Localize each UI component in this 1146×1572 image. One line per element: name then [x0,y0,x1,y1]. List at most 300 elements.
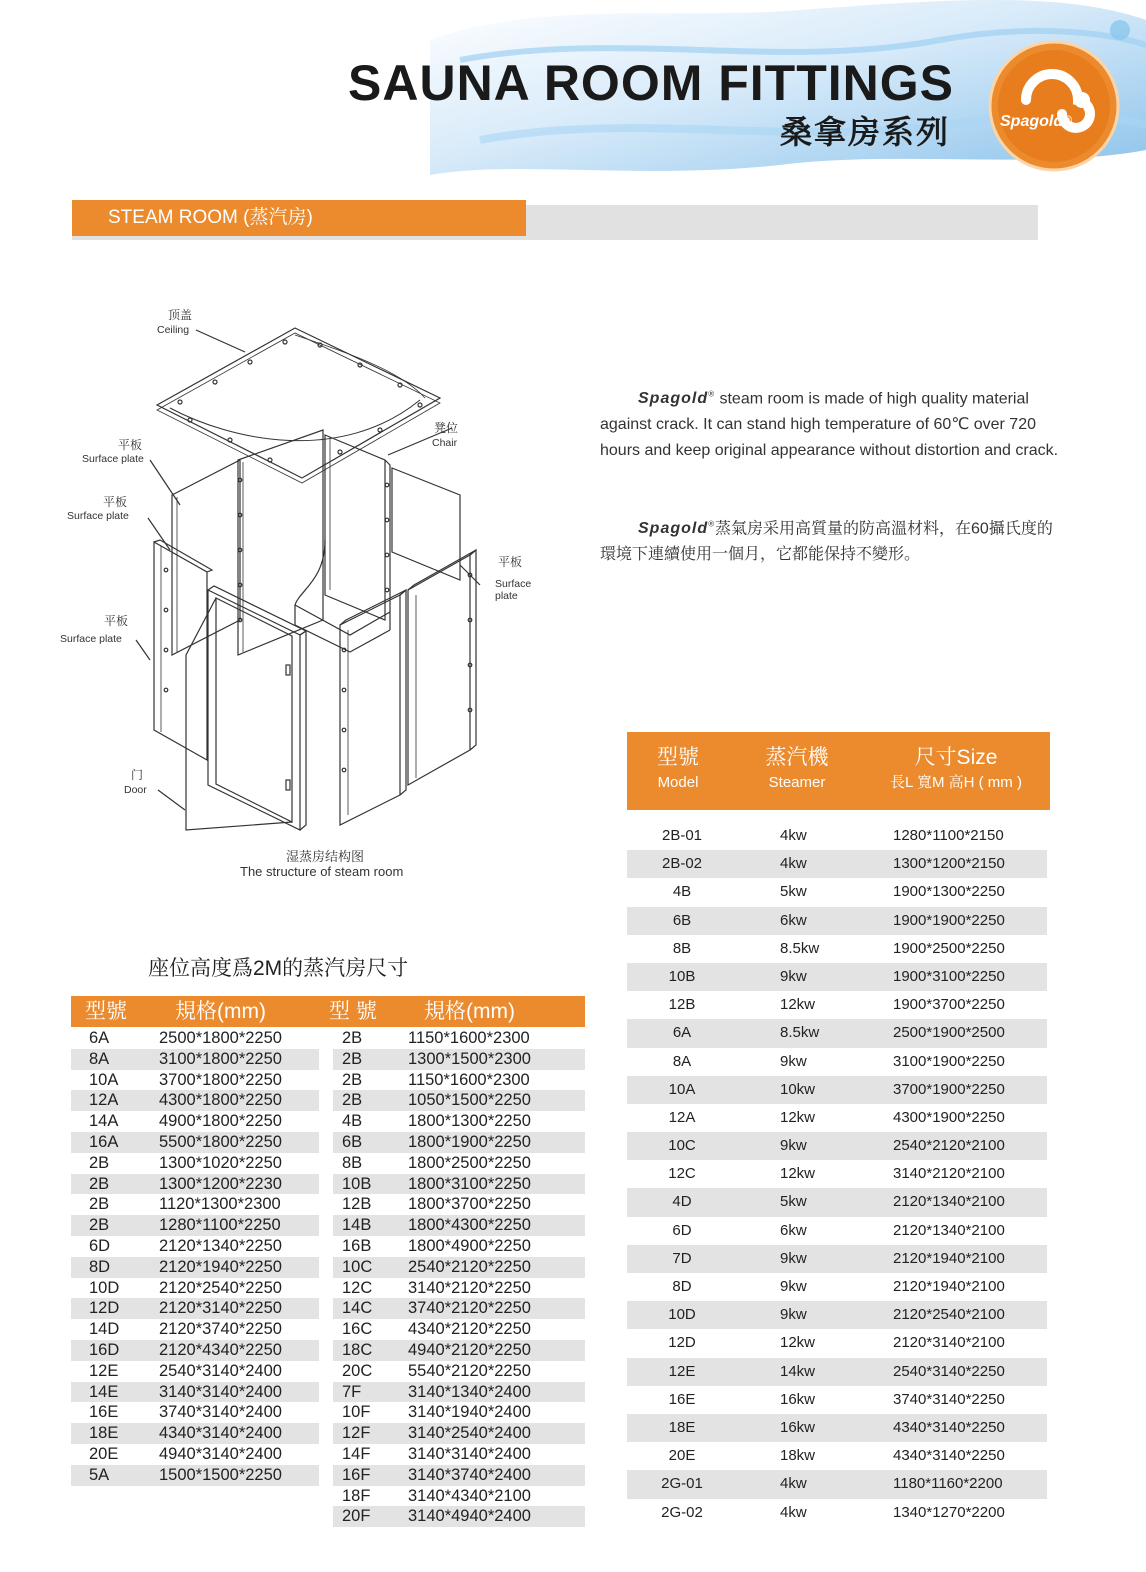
steamer-cell: 9kw [780,1137,807,1155]
model-cell: 20E [89,1444,119,1463]
spec-cell: 1150*1600*2300 [408,1070,530,1089]
model-cell: 10A [89,1070,119,1089]
model-cell: 8D [89,1257,111,1276]
label-ceiling-en: Ceiling [157,324,190,336]
model-cell: 20E [668,1447,696,1465]
model-cell: 8A [672,1052,692,1070]
spec-cell: 1800*4300*2250 [408,1216,531,1235]
size-cell: 3100*1900*2250 [893,1052,1005,1070]
model-cell: 18C [342,1340,373,1359]
spec-cell-group [71,1361,319,1382]
model-cell: 12F [342,1424,371,1443]
table-row [627,1358,1047,1386]
steamer-cell: 10kw [780,1080,816,1098]
spec-cell-group [71,1132,319,1153]
model-cell: 14F [342,1444,371,1463]
size-cell: 2120*1340*2100 [893,1193,1005,1211]
size-cell: 1180*1160*2200 [893,1475,1003,1493]
spec-cell: 2120*2540*2250 [159,1278,282,1297]
table-row [627,963,1047,991]
label-surface-plate-4-cn: 平板 [498,555,523,569]
model-cell: 2G-02 [661,1503,703,1521]
steamer-cell: 4kw [780,827,807,844]
spec-cell: 1800*1300*2250 [408,1112,531,1131]
model-cell: 10C [342,1257,373,1276]
spec-cell-group [71,1465,319,1486]
seat-height-table-title: 座位高度爲2M的蒸汽房尺寸 [148,957,409,980]
table-row [71,1194,585,1215]
model-cell: 2B [89,1195,110,1214]
model-cell: 20F [342,1507,371,1526]
table-row [71,1506,585,1527]
size-cell: 4300*1900*2250 [893,1108,1005,1126]
model-cell: 12A [89,1091,119,1110]
spec-cell-group [333,1298,585,1319]
model-cell: 6D [672,1221,692,1239]
size-cell: 1300*1200*2150 [893,855,1005,873]
table-row [71,1153,585,1174]
spec-cell-group [333,1132,585,1153]
model-cell: 6A [89,1029,110,1047]
spec-cell: 3140*3740*2400 [408,1465,531,1484]
model-cell: 16C [342,1320,373,1339]
spec-table-header [71,996,585,1027]
size-cell: 1900*1300*2250 [893,883,1005,901]
model-cell: 18E [89,1424,119,1443]
chair-panel [295,435,390,652]
spec-cell-group [333,1174,585,1195]
model-cell: 12D [89,1299,120,1318]
model-cell: 10C [668,1137,696,1155]
spec-cell: 1800*1900*2250 [408,1132,531,1151]
table-row [71,1028,585,1049]
table-row [627,907,1047,935]
spec-cell: 1800*2500*2250 [408,1153,531,1172]
brand-name: Spagold® [638,390,716,408]
header-spec-1: 規格(mm) [175,1000,266,1023]
steamer-cell: 6kw [780,911,807,929]
table-row [71,1090,585,1111]
spec-cell-group [333,1236,585,1257]
description-cn-text: 蒸氣房采用高質量的防高溫材料，在60攝氏度的環境下連續使用一個月，它都能保持不變形。 [600,520,1053,564]
size-cell: 2120*2540*2100 [893,1306,1005,1324]
spec-cell: 1300*1020*2250 [159,1153,282,1172]
table-row [627,1329,1047,1357]
model-cell: 12B [668,996,696,1014]
model-cell: 14A [89,1112,119,1131]
model-cell: 18F [342,1486,371,1505]
label-ceiling-cn: 顶盖 [168,308,193,322]
model-cell: 2G-01 [661,1475,703,1493]
table-row [627,1414,1047,1442]
header-model-cn: 型號 [657,746,699,769]
spec-cell: 3140*2540*2400 [408,1424,531,1443]
table-row [627,1188,1047,1216]
table-row [71,1236,585,1257]
model-cell: 7F [342,1382,362,1401]
spec-cell: 1300*1500*2300 [408,1049,531,1068]
spec-cell: 1800*3700*2250 [408,1195,531,1214]
size-cell: 1340*1270*2200 [893,1503,1005,1521]
table-row [71,1423,585,1444]
table-row [71,1278,585,1299]
table-row [71,1111,585,1132]
table-row [71,1174,585,1195]
spec-cell-group [71,1257,319,1278]
label-surface-plate-4-en2: plate [495,590,518,602]
description-cn [600,512,1060,568]
header-steamer-en: Steamer [768,774,826,791]
steamer-cell: 12kw [780,1108,816,1126]
spec-cell: 1150*1600*2300 [408,1029,530,1047]
spec-cell-group [71,1215,319,1236]
model-cell: 14D [89,1320,120,1339]
size-cell: 2120*1940*2100 [893,1278,1005,1295]
brand-name: Spagold® [638,520,716,538]
spec-cell-group [333,1194,585,1215]
model-cell: 6B [672,911,692,929]
surface-plate-front-right [340,590,406,825]
table-row [71,1298,585,1319]
table-row [627,1245,1047,1273]
spec-cell: 5540*2120*2250 [408,1361,531,1380]
diagram-caption-cn: 湿蒸房结构图 [286,849,365,864]
model-cell: 16F [342,1465,371,1484]
spec-cell-group [333,1090,585,1111]
spec-cell-group [71,1236,319,1257]
model-cell: 16A [89,1132,119,1151]
spec-cell: 2120*3140*2250 [159,1299,282,1318]
size-cell: 1900*1900*2250 [893,911,1005,929]
model-cell: 10B [668,967,696,985]
spec-cell: 1280*1100*2250 [159,1216,281,1235]
table-row [627,991,1047,1019]
table-row [627,1442,1047,1470]
spec-cell-group [333,1153,585,1174]
door-panel [186,586,306,830]
spec-cell: 1050*1500*2250 [408,1091,531,1110]
model-cell: 14E [89,1382,119,1401]
spec-cell: 2120*3740*2250 [159,1320,282,1339]
description-en-text: steam room is made of high quality material against crack. It can stand high temperature of 60℃ over 720 hours and keep original appearance without distortion and crack. [600,390,1059,460]
model-cell: 6D [89,1236,111,1255]
model-cell: 14C [342,1299,373,1318]
table-row [71,1340,585,1361]
steamer-cell: 6kw [780,1221,807,1239]
model-cell: 5A [89,1465,110,1484]
model-cell: 8B [672,939,692,957]
header-spec-2: 規格(mm) [424,1000,515,1023]
spec-cell-group [333,1111,585,1132]
spec-cell-group [71,1028,319,1049]
spec-cell-group [333,1465,585,1486]
spec-cell-group [333,1070,585,1091]
model-cell: 2B [342,1049,363,1068]
model-cell: 2B [342,1029,363,1047]
label-door-en: Door [124,784,147,796]
spec-cell: 2500*1800*2250 [159,1029,282,1047]
model-cell: 6B [342,1132,363,1151]
model-cell: 12D [668,1334,696,1352]
steamer-cell: 18kw [780,1447,816,1465]
model-cell: 8D [672,1278,692,1295]
table-row [71,1132,585,1153]
label-chair-cn: 凳位 [434,421,459,435]
spec-cell-group [71,1298,319,1319]
size-cell: 2540*3140*2250 [893,1362,1005,1380]
table-row [627,1160,1047,1188]
table-row [627,1076,1047,1104]
model-cell: 12E [89,1361,119,1380]
spec-cell: 3140*4340*2100 [408,1486,531,1505]
steamer-cell: 5kw [780,883,807,901]
header-size-en: 長L 寬M 高H ( mm ) [890,774,1022,791]
spec-cell: 2120*1940*2250 [159,1257,282,1276]
model-cell: 2B [89,1153,110,1172]
label-surface-plate-1-cn: 平板 [118,438,143,452]
steamer-cell: 16kw [780,1418,816,1436]
model-cell: 8B [342,1153,363,1172]
table-row [71,1486,585,1507]
model-cell: 10B [342,1174,372,1193]
steamer-cell: 14kw [780,1362,816,1380]
steamer-cell: 9kw [780,1278,807,1295]
spec-cell-group [333,1278,585,1299]
model-cell: 6A [672,1024,692,1042]
table-row [71,1402,585,1423]
table-row [71,1215,585,1236]
label-surface-plate-3-cn: 平板 [104,614,129,628]
size-cell: 3740*3140*2250 [893,1390,1005,1408]
header-model-1: 型號 [85,1000,127,1023]
table-row [627,1499,1047,1527]
size-cell: 1900*3100*2250 [893,967,1005,985]
spec-cell: 1800*3100*2250 [408,1174,531,1193]
description-en [600,382,1060,464]
steamer-cell: 12kw [780,1334,816,1352]
spec-cell-group [333,1423,585,1444]
model-cell: 12E [668,1362,696,1380]
spec-cell: 1300*1200*2230 [159,1174,282,1193]
size-cell: 2500*1900*2500 [893,1024,1005,1042]
surface-plate-far-right [408,550,476,785]
model-cell: 10F [342,1403,371,1422]
table-row [627,878,1047,906]
model-cell: 10A [668,1080,696,1098]
spec-cell-group [71,1174,319,1195]
label-surface-plate-3-en: Surface plate [60,633,122,645]
size-cell: 1280*1100*2150 [893,827,1004,844]
spec-cell: 4340*2120*2250 [408,1320,531,1339]
model-cell: 20C [342,1361,373,1380]
spec-cell: 4940*3140*2400 [159,1444,282,1463]
model-cell: 2B [342,1070,363,1089]
spec-cell-group [71,1340,319,1361]
size-cell: 4340*3140*2250 [893,1418,1005,1436]
spec-cell: 2120*4340*2250 [159,1340,282,1359]
spec-cell-group [71,1278,319,1299]
steam-room-exploded-diagram [40,290,560,850]
model-cell: 16E [89,1403,119,1422]
size-cell: 1900*3700*2250 [893,996,1005,1014]
spec-cell-group [71,1319,319,1340]
size-cell: 3700*1900*2250 [893,1080,1005,1098]
table-row [627,1470,1047,1498]
spec-cell-group [71,1444,319,1465]
header-size-cn: 尺寸Size [914,746,998,769]
steamer-cell: 16kw [780,1390,816,1408]
table-row [627,1273,1047,1301]
surface-plate-back [238,430,323,655]
table-row [71,1465,585,1486]
header-model-2: 型 號 [329,1000,377,1023]
table-row [627,1132,1047,1160]
label-surface-plate-2-en: Surface plate [67,510,129,522]
model-cell: 2B-01 [661,827,703,844]
steamer-cell: 4kw [780,1475,807,1493]
model-table-header [627,732,1050,810]
spec-cell: 3140*1940*2400 [408,1403,531,1422]
steamer-cell: 9kw [780,967,807,985]
spec-cell-group [333,1444,585,1465]
steamer-cell: 12kw [780,1165,816,1183]
spec-table-body [71,1028,585,1527]
spec-cell: 3140*4940*2400 [408,1507,531,1526]
ceiling-panel [157,328,440,483]
size-cell: 2120*1940*2100 [893,1249,1005,1267]
table-row [627,1048,1047,1076]
spec-cell: 3700*1800*2250 [159,1070,282,1089]
label-chair-en: Chair [432,437,458,449]
spec-cell: 3140*2120*2250 [408,1278,531,1297]
spec-cell-group [333,1506,585,1527]
spec-cell-group [333,1319,585,1340]
table-row [627,1104,1047,1132]
model-table-body [627,822,1047,1527]
model-cell: 16D [89,1340,120,1359]
model-cell: 18E [668,1418,696,1436]
header-steamer-cn: 蒸汽機 [765,746,829,769]
spec-cell-group [333,1382,585,1403]
size-cell: 2120*1340*2100 [893,1221,1005,1239]
spec-cell-group [333,1340,585,1361]
size-cell: 2120*3140*2100 [893,1334,1005,1352]
label-door-cn: 门 [131,768,144,782]
spec-cell: 2120*1340*2250 [159,1236,282,1255]
table-row [71,1361,585,1382]
logo-wordmark: Spagold® [1000,113,1072,130]
spec-cell: 4300*1800*2250 [159,1091,282,1110]
model-cell: 12B [342,1195,372,1214]
model-cell: 12C [342,1278,373,1297]
table-row [627,1019,1047,1047]
label-surface-plate-1-en: Surface plate [82,453,144,465]
model-cell: 10D [89,1278,120,1297]
spec-cell: 3740*2120*2250 [408,1299,531,1318]
model-cell: 7D [672,1249,692,1267]
spec-cell: 4940*2120*2250 [408,1340,531,1359]
size-cell: 3140*2120*2100 [893,1165,1005,1183]
steamer-cell: 9kw [780,1306,807,1324]
model-cell: 16E [668,1390,696,1408]
spec-cell: 3140*3140*2400 [408,1444,531,1463]
steamer-cell: 4kw [780,1503,807,1521]
spec-cell: 4900*1800*2250 [159,1112,282,1131]
page-title: SAUNA ROOM FITTINGS [348,55,955,111]
spec-cell-group [333,1028,585,1049]
table-row [71,1319,585,1340]
table-row [627,935,1047,963]
model-cell: 2B [342,1091,363,1110]
size-cell: 1900*2500*2250 [893,939,1005,957]
spec-cell-group [71,1486,319,1507]
section-title: STEAM ROOM (蒸汽房) [108,207,313,228]
spec-cell: 3100*1800*2250 [159,1049,282,1068]
table-row [71,1049,585,1070]
model-cell: 4B [672,883,692,901]
table-row [627,850,1047,878]
diagram-caption-en: The structure of steam room [240,864,404,879]
table-row [71,1070,585,1091]
spec-cell-group [71,1423,319,1444]
steamer-cell: 4kw [780,855,807,873]
spec-cell: 3140*3140*2400 [159,1382,282,1401]
steamer-cell: 9kw [780,1249,807,1267]
spec-cell: 3140*1340*2400 [408,1382,531,1401]
header-model-en: Model [657,774,699,791]
steamer-cell: 8.5kw [780,1024,820,1042]
model-cell: 10D [668,1306,696,1324]
table-row [627,1386,1047,1414]
steamer-cell: 12kw [780,996,816,1014]
spec-cell-group [71,1090,319,1111]
model-cell: 2B [89,1216,110,1235]
model-cell: 14B [342,1216,372,1235]
spec-cell-group [333,1049,585,1070]
table-row [71,1382,585,1403]
model-cell: 12A [668,1108,696,1126]
model-cell: 2B [89,1174,110,1193]
spec-cell: 2540*2120*2250 [408,1257,531,1276]
model-cell: 16B [342,1236,372,1255]
spec-cell-group [333,1402,585,1423]
model-cell: 12C [668,1165,696,1183]
spec-cell-group [333,1361,585,1382]
steamer-cell: 5kw [780,1193,807,1211]
table-row [627,1301,1047,1329]
model-cell: 4D [672,1193,692,1211]
spec-cell-group [71,1194,319,1215]
spec-cell: 1500*1500*2250 [159,1465,282,1484]
spec-cell: 1800*4900*2250 [408,1236,531,1255]
spec-cell-group [71,1111,319,1132]
spec-cell: 3740*3140*2400 [159,1403,282,1422]
spec-cell-group [333,1486,585,1507]
table-row [71,1257,585,1278]
size-cell: 4340*3140*2250 [893,1447,1005,1465]
spec-cell-group [71,1382,319,1403]
table-row [627,1217,1047,1245]
model-cell: 8A [89,1049,110,1068]
spec-cell: 2540*3140*2400 [159,1361,282,1380]
spec-cell-group [333,1257,585,1278]
model-cell: 4B [342,1112,363,1131]
spec-cell-group [71,1506,319,1527]
steamer-cell: 8.5kw [780,939,820,957]
spec-cell: 4340*3140*2400 [159,1424,282,1443]
table-row [627,822,1047,850]
spec-cell-group [71,1070,319,1091]
